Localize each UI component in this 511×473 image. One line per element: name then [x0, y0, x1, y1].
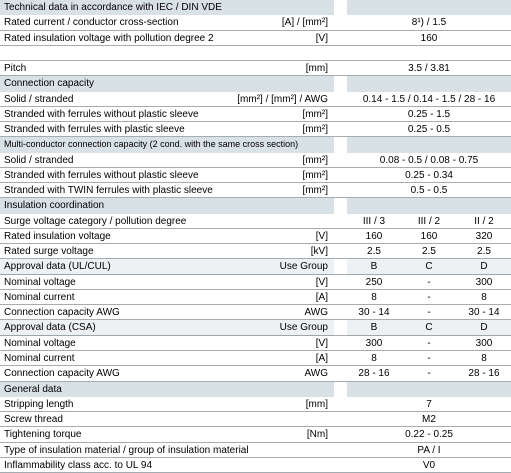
value-cell	[347, 31, 511, 46]
value-cell	[347, 412, 511, 427]
value-cell	[347, 122, 511, 137]
column-value: 28 - 16	[468, 368, 500, 380]
value-cell	[347, 259, 511, 274]
value-cell	[347, 397, 511, 412]
value-cell	[347, 275, 511, 290]
column-value: D	[480, 322, 488, 334]
property-value: 8¹) / 1.5	[411, 17, 447, 29]
column-value: II / 2	[474, 215, 494, 227]
property-value: PA / I	[417, 444, 441, 456]
value-cell	[347, 305, 511, 320]
table-row	[0, 427, 511, 442]
table-row	[0, 336, 511, 351]
table-row	[0, 351, 511, 366]
section-title: Technical data in accordance with IEC / DIN VDE	[4, 2, 222, 13]
unit-label: AWG	[304, 307, 328, 319]
table-row	[0, 31, 511, 46]
table-row	[0, 15, 511, 30]
property-label: Solid / stranded	[4, 93, 74, 105]
label-cell	[0, 76, 334, 91]
property-value: 0.25 - 1.5	[407, 108, 451, 120]
section-header-row	[0, 76, 511, 91]
unit-label: AWG	[304, 368, 328, 380]
property-label: Nominal current	[4, 352, 75, 364]
column-value: 8	[371, 352, 377, 364]
label-cell	[0, 198, 334, 213]
column-value: -	[427, 291, 431, 303]
label-cell	[0, 15, 334, 30]
section-title: Insulation coordination	[4, 200, 105, 212]
property-value: 0.08 - 0.5 / 0.08 - 0.75	[379, 154, 479, 166]
column-value: 2.5	[422, 246, 436, 258]
property-value: 160	[420, 32, 438, 44]
spacer-row	[0, 46, 511, 61]
column-value: 250	[365, 276, 383, 288]
label-cell	[0, 244, 334, 259]
section-title: General data	[4, 383, 62, 395]
label-cell	[0, 336, 334, 351]
property-label: Rated current / conductor cross-section	[4, 17, 179, 29]
property-value: 3.5 / 3.81	[408, 63, 450, 75]
column-value: -	[427, 337, 431, 349]
unit-label: [mm²]	[302, 124, 328, 136]
value-cell	[347, 382, 511, 397]
unit-label: [V]	[315, 337, 328, 349]
value-cell	[347, 92, 511, 107]
table-row	[0, 397, 511, 412]
unit-label: [mm]	[305, 398, 328, 410]
unit-label: [mm²]	[302, 108, 328, 120]
table-row	[0, 229, 511, 244]
property-label: Stranded with ferrules with plastic sleeve	[4, 124, 185, 136]
unit-label: Use Group	[279, 322, 328, 334]
unit-label: Use Group	[279, 261, 328, 273]
property-label: Stripping length	[4, 398, 74, 410]
unit-label: [V]	[315, 276, 328, 288]
value-cell	[347, 168, 511, 183]
column-value: 160	[365, 230, 383, 242]
label-cell	[0, 397, 334, 412]
property-label: Connection capacity AWG	[4, 307, 120, 319]
unit-label: [A] / [mm²]	[281, 17, 328, 29]
table-row	[0, 61, 511, 76]
column-value: 320	[475, 230, 493, 242]
section-header-row	[0, 382, 511, 397]
label-cell	[0, 137, 334, 152]
table-row	[0, 122, 511, 137]
label-cell	[0, 412, 334, 427]
property-value: M2	[422, 414, 436, 426]
column-value: III / 2	[417, 215, 441, 227]
label-cell	[0, 168, 334, 183]
unit-label: [V]	[315, 32, 328, 44]
column-value: -	[427, 307, 431, 319]
label-cell	[0, 290, 334, 305]
unit-label: [mm²]	[302, 154, 328, 166]
value-cell	[347, 427, 511, 442]
property-label: Type of insulation material / group of insulation material	[4, 444, 249, 456]
value-cell	[347, 366, 511, 381]
label-cell	[0, 153, 334, 168]
column-value: 30 - 14	[358, 307, 390, 319]
table-row	[0, 320, 511, 335]
column-value: 2.5	[477, 246, 491, 258]
section-title: Connection capacity	[4, 78, 95, 90]
column-value: -	[427, 276, 431, 288]
property-label: Solid / stranded	[4, 154, 74, 166]
column-value: 300	[365, 337, 383, 349]
value-cell	[347, 61, 511, 76]
property-label: Pitch	[4, 63, 27, 75]
label-cell	[0, 92, 334, 107]
section-header-row	[0, 198, 511, 213]
value-cell	[347, 290, 511, 305]
column-value: 300	[475, 337, 493, 349]
property-label: Stranded with ferrules without plastic sleeve	[4, 169, 199, 181]
label-cell	[0, 305, 334, 320]
table-row	[0, 275, 511, 290]
label-cell	[0, 61, 334, 76]
value-cell	[347, 137, 511, 152]
table-row	[0, 305, 511, 320]
column-value: 300	[475, 276, 493, 288]
value-cell	[347, 15, 511, 30]
property-label: Nominal voltage	[4, 337, 76, 349]
column-value: 8	[481, 352, 487, 364]
column-value: D	[480, 261, 488, 273]
column-value: 2.5	[367, 246, 381, 258]
label-cell	[0, 31, 334, 46]
column-value: III / 3	[362, 215, 386, 227]
table-row	[0, 443, 511, 458]
unit-label: [A]	[315, 352, 328, 364]
value-cell	[347, 107, 511, 122]
unit-label: [mm]	[305, 63, 328, 75]
column-value: B	[370, 322, 378, 334]
property-label: Connection capacity AWG	[4, 368, 120, 380]
table-row	[0, 183, 511, 198]
property-value: V0	[422, 459, 436, 471]
column-value: 160	[420, 230, 438, 242]
table-row	[0, 107, 511, 122]
table-row	[0, 153, 511, 168]
unit-label: [V]	[315, 230, 328, 242]
value-cell	[347, 244, 511, 259]
unit-label: [kV]	[310, 246, 328, 258]
label-cell	[0, 320, 334, 335]
property-label: Stranded with TWIN ferrules with plastic sleeve	[4, 185, 213, 197]
column-value: 28 - 16	[358, 368, 390, 380]
label-cell	[0, 122, 334, 137]
property-value: 0.14 - 1.5 / 0.14 - 1.5 / 28 - 16	[362, 93, 496, 105]
property-label: Rated insulation voltage with pollution degree 2	[4, 32, 214, 44]
label-cell	[0, 366, 334, 381]
section-header-row	[0, 137, 511, 152]
label-cell	[0, 214, 334, 229]
property-label: Surge voltage category / pollution degree	[4, 215, 187, 227]
label-cell	[0, 183, 334, 198]
unit-label: [mm²] / [mm²] / AWG	[237, 93, 328, 105]
label-cell	[0, 107, 334, 122]
label-cell	[0, 0, 334, 15]
property-value: 0.25 - 0.5	[407, 124, 451, 136]
table-row	[0, 244, 511, 259]
property-value: 0.5 - 0.5	[410, 185, 448, 197]
property-label: Screw thread	[4, 414, 63, 426]
value-cell	[347, 320, 511, 335]
property-label: Stranded with ferrules without plastic sleeve	[4, 108, 199, 120]
property-label: Rated surge voltage	[4, 246, 94, 258]
property-label: Nominal current	[4, 291, 75, 303]
value-cell	[347, 76, 511, 91]
table-row	[0, 259, 511, 274]
property-label: Tightening torque	[4, 429, 82, 441]
table-row	[0, 290, 511, 305]
value-cell	[347, 183, 511, 198]
table-row	[0, 168, 511, 183]
property-label: Rated insulation voltage	[4, 230, 111, 242]
property-value: 7	[426, 398, 432, 410]
column-value: C	[425, 322, 433, 334]
table-row	[0, 458, 511, 473]
property-label: Inflammability class acc. to UL 94	[4, 459, 153, 471]
section-header-row	[0, 0, 511, 15]
column-value: C	[425, 261, 433, 273]
label-cell	[0, 443, 334, 458]
column-value: 8	[481, 291, 487, 303]
value-cell	[347, 351, 511, 366]
column-value: -	[427, 368, 431, 380]
value-cell	[347, 443, 511, 458]
value-cell	[347, 46, 511, 61]
unit-label: [mm²]	[302, 169, 328, 181]
value-cell	[347, 229, 511, 244]
label-cell	[0, 351, 334, 366]
table-row	[0, 366, 511, 381]
table-row	[0, 214, 511, 229]
property-value: 0.25 - 0.34	[405, 169, 453, 181]
label-cell	[0, 382, 334, 397]
column-value: 8	[371, 291, 377, 303]
table-row	[0, 92, 511, 107]
value-cell	[347, 336, 511, 351]
property-label: Approval data (CSA)	[4, 322, 96, 334]
property-label: Approval data (UL/CUL)	[4, 261, 111, 273]
value-cell	[347, 198, 511, 213]
label-cell	[0, 427, 334, 442]
value-cell	[347, 214, 511, 229]
unit-label: [Nm]	[306, 429, 328, 441]
value-cell	[347, 458, 511, 473]
value-cell	[347, 0, 511, 15]
unit-label: [mm²]	[302, 185, 328, 197]
label-cell	[0, 275, 334, 290]
column-value: -	[427, 352, 431, 364]
unit-label: [A]	[315, 291, 328, 303]
label-cell	[0, 259, 334, 274]
section-title: Multi-conductor connection capacity (2 cond. with the same cross section)	[4, 139, 299, 150]
label-cell	[0, 229, 334, 244]
value-cell	[347, 153, 511, 168]
label-cell	[0, 46, 334, 61]
table-row	[0, 412, 511, 427]
property-value: 0.22 - 0.25	[405, 429, 453, 441]
column-value: 30 - 14	[468, 307, 500, 319]
label-cell	[0, 458, 334, 473]
column-value: B	[370, 261, 378, 273]
property-label: Nominal voltage	[4, 276, 76, 288]
